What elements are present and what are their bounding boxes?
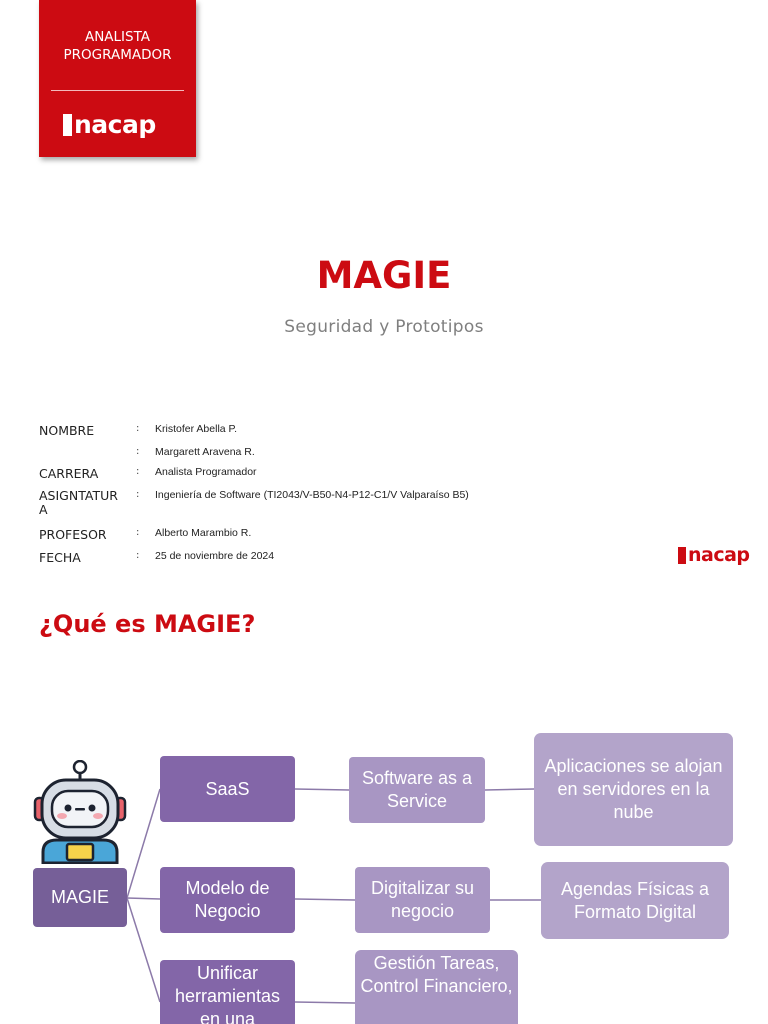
connector-unificar-gestion (295, 1002, 355, 1003)
info-value: Alberto Marambio R. (155, 527, 252, 539)
info-separator: : (136, 446, 140, 457)
connector-root-unificar (127, 898, 160, 1002)
mindmap-branch-modelo: Modelo de Negocio (160, 867, 295, 933)
connector-modelo-digitalizar (295, 899, 355, 900)
connector-root-saas (127, 789, 160, 898)
info-value: Margarett Aravena R. (155, 446, 255, 458)
info-label: ASIGNTATUR A (39, 488, 118, 517)
info-value: 25 de noviembre de 2024 (155, 550, 275, 562)
info-separator: : (136, 527, 140, 538)
connector-software-aplicaciones (485, 789, 534, 790)
section-heading: ¿Qué es MAGIE? (39, 610, 256, 638)
info-row-nombre-2 (39, 446, 559, 466)
info-separator: : (136, 423, 140, 434)
document-title: MAGIE (316, 254, 452, 297)
logo-text: nacap (74, 110, 156, 139)
info-row-nombre (39, 423, 559, 443)
program-label-line2: PROGRAMADOR (63, 47, 172, 63)
program-label (39, 28, 196, 64)
mindmap-child-digitalizar: Digitalizar su negocio (355, 867, 490, 933)
mindmap-child-software: Software as a Service (349, 757, 485, 823)
info-separator: : (136, 550, 140, 561)
logo-mark (678, 547, 686, 564)
info-label: NOMBRE (39, 423, 95, 438)
inacap-logo (63, 110, 156, 139)
connector-root-modelo (127, 898, 160, 899)
info-value: Ingeniería de Software (TI2043/V-B50-N4-P12-C1/V Valparaíso B5) (155, 489, 469, 501)
logo-text: nacap (688, 544, 750, 566)
info-value: Kristofer Abella P. (155, 423, 238, 435)
mindmap-leaf-agendas: Agendas Físicas a Formato Digital (541, 862, 729, 939)
program-label-line1: ANALISTA (84, 29, 151, 45)
info-row-profesor (39, 527, 559, 547)
info-separator: : (136, 489, 140, 500)
robot-icon (33, 760, 127, 864)
badge-divider (51, 90, 184, 91)
document-subtitle: Seguridad y Prototipos (284, 317, 484, 337)
mindmap-child-gestion: Gestión Tareas, Control Financiero, (355, 950, 518, 1024)
mindmap-branch-unificar: Unificar herramientas en una (160, 960, 295, 1024)
info-label: CARRERA (39, 466, 99, 481)
info-row-fecha (39, 550, 559, 570)
info-label: FECHA (39, 550, 81, 565)
mindmap-branch-saas: SaaS (160, 756, 295, 822)
info-separator: : (136, 466, 140, 477)
inacap-footer-logo (678, 544, 750, 566)
connector-saas-software (295, 789, 349, 790)
mindmap-root: MAGIE (33, 868, 127, 927)
mindmap-leaf-aplicaciones: Aplicaciones se alojan en servidores en la nube (534, 733, 733, 846)
info-row-carrera (39, 466, 559, 486)
logo-mark (63, 114, 72, 136)
info-row-asignatura (39, 489, 559, 521)
info-value: Analista Programador (155, 466, 257, 478)
info-label: PROFESOR (39, 527, 107, 542)
